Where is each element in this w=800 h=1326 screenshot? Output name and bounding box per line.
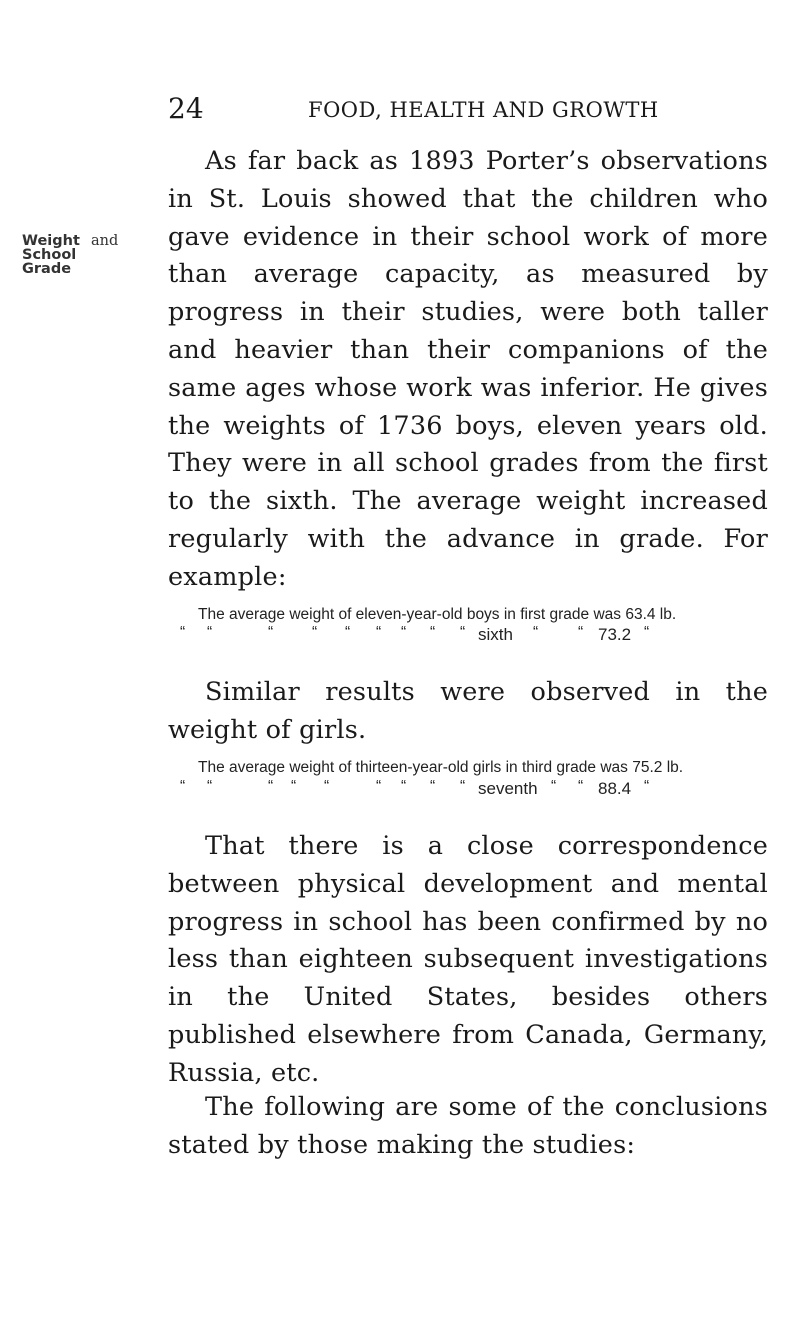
paragraph-correspondence: That there is a close correspondence between physical development and mental progress in school has been confirmed by no less than eighteen subsequent investigations in the United States, besides others published elsewhere from Canada, Germany, Russia, etc.: [168, 831, 768, 1088]
margin-note-line1: Weight and: [22, 233, 119, 249]
paragraph-girls: Similar results were observed in the weight of girls.: [168, 677, 768, 745]
page-number: 24: [168, 92, 204, 125]
girls-grade-seventh: seventh: [478, 779, 538, 798]
margin-note-line3: Grade: [22, 261, 72, 277]
boys-stat-line1: The average weight of eleven-year-old boys in first grade was 63.4 lb.: [198, 606, 677, 623]
page-header: [168, 92, 768, 132]
margin-note-and: and: [91, 233, 119, 249]
boys-grade-sixth: sixth: [478, 625, 513, 644]
girls-value-seventh: 88.4: [598, 779, 632, 798]
running-head: FOOD, HEALTH AND GROWTH: [308, 98, 659, 122]
margin-note-line2: School: [22, 247, 77, 263]
paragraph-conclusions: The following are some of the conclusions stated by those making the studies:: [168, 1092, 768, 1160]
girls-stat-line1: The average weight of thirteen-year-old girls in third grade was 75.2 lb.: [198, 759, 684, 776]
margin-note: [22, 234, 142, 276]
paragraph-porter: As far back as 1893 Porter’s observations in St. Louis showed that the children who gave evidence in their school work of more than average capacity, as measured by progress in their studies, were both taller and heavier than their companions of the same ages whose work was inferior. He gives the weights of 1736 boys, eleven years old. They were in all school grades from the first to the sixth. The average weight increased regularly with the advance in grade. For example:: [168, 146, 768, 592]
boys-value-sixth: 73.2: [598, 625, 632, 644]
